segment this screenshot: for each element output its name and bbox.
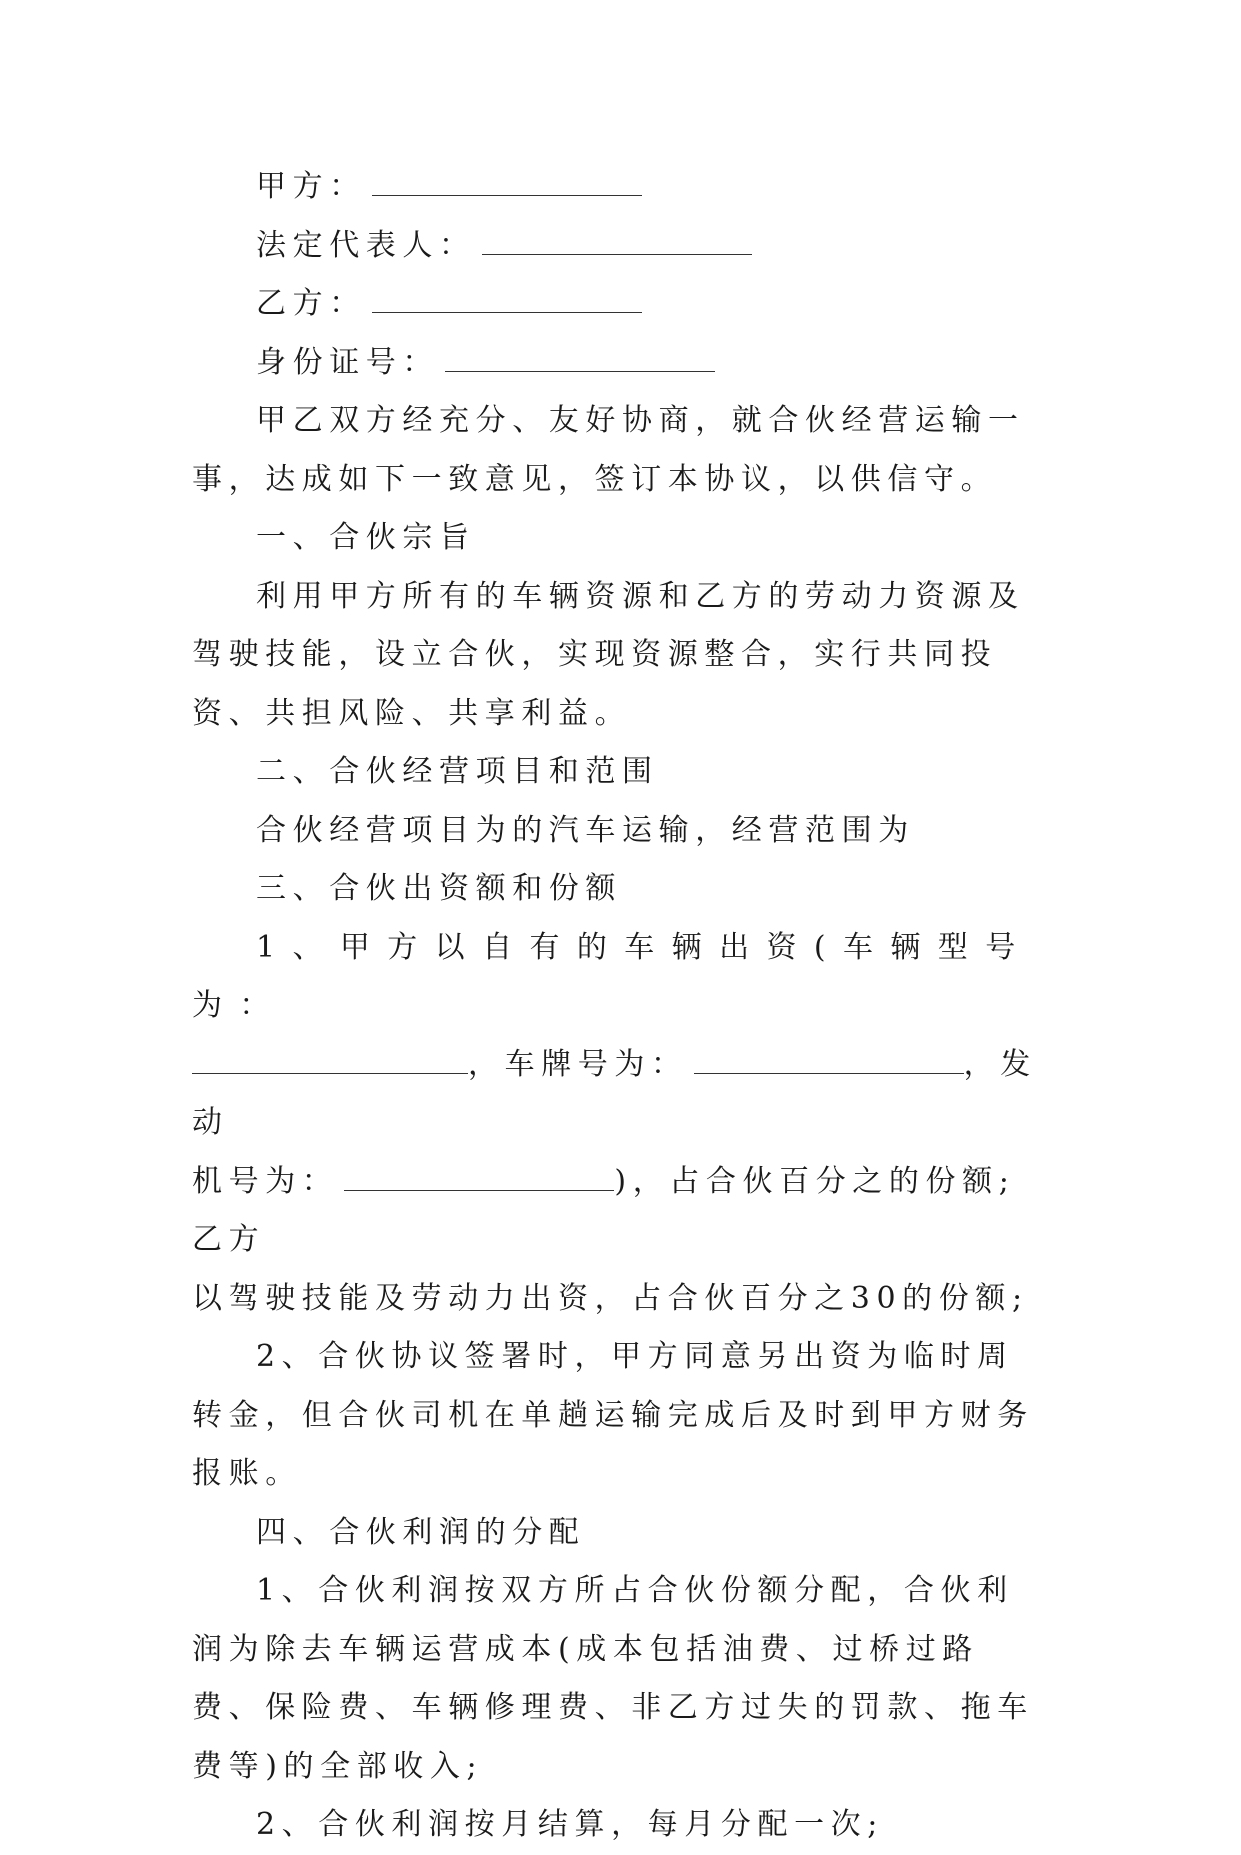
share-text: )，占合伙百分之的份额;乙方 — [192, 1163, 1016, 1257]
legal-rep-line — [192, 217, 1049, 276]
legal-rep-label: 法定代表人： — [256, 227, 476, 263]
section1-heading: 一、合伙宗旨 — [256, 520, 476, 555]
section3-item1-line3 — [192, 1153, 1049, 1270]
party-b-blank — [372, 286, 642, 313]
id-number-line — [192, 334, 1049, 393]
section4-item2: 2、合伙利润按月结算，每月分配一次; — [256, 1807, 884, 1842]
party-a-blank — [372, 169, 642, 196]
document-body — [192, 158, 1049, 1855]
legal-rep-blank — [482, 228, 752, 255]
section3-item2: 2、合伙协议签署时，甲方同意另出资为临时周转金，但合伙司机在单趟运输完成后及时到甲方财务报账。 — [192, 1339, 1034, 1491]
plate-blank — [694, 1047, 964, 1074]
party-a-line — [192, 158, 1049, 217]
party-a-label: 甲方： — [256, 169, 366, 204]
section1-body: 利用甲方所有的车辆资源和乙方的劳动力资源及驾驶技能，设立合伙，实现资源整合，实行共同投资、共担风险、共享利益。 — [192, 578, 1025, 731]
engine-suffix: ，发动 — [192, 1046, 1037, 1140]
section3-heading: 三、合伙出资额和份额 — [256, 871, 622, 906]
plate-label: ，车牌号为： — [468, 1046, 688, 1082]
engine-label: 机号为： — [192, 1163, 339, 1199]
engine-blank — [344, 1164, 614, 1191]
section3-item1-line1: 1、甲方以自有的车辆出资(车辆型号为： — [192, 929, 1033, 1023]
section3-item1-line4: 以驾驶技能及劳动力出资，占合伙百分之30的份额; — [192, 1280, 1029, 1316]
section4-heading: 四、合伙利润的分配 — [256, 1514, 586, 1550]
party-b-line — [192, 275, 1049, 334]
intro-paragraph: 甲乙双方经充分、友好协商，就合伙经营运输一事，达成如下一致意见，签订本协议，以供信守。 — [192, 403, 1025, 497]
section2-body: 合伙经营项目为的汽车运输，经营范围为 — [256, 812, 915, 848]
id-number-blank — [445, 345, 715, 372]
section4-item1: 1、合伙利润按双方所占合伙份额分配，合伙利润为除去车辆运营成本(成本包括油费、过桥过路费、保险费、车辆修理费、非乙方过失的罚款、拖车费等)的全部收入; — [192, 1573, 1034, 1784]
party-b-label: 乙方： — [256, 286, 366, 321]
vehicle-model-blank — [192, 1047, 468, 1074]
section3-item1-line2 — [192, 1036, 1049, 1153]
section2-heading: 二、合伙经营项目和范围 — [256, 754, 659, 789]
id-number-label: 身份证号： — [256, 344, 439, 380]
